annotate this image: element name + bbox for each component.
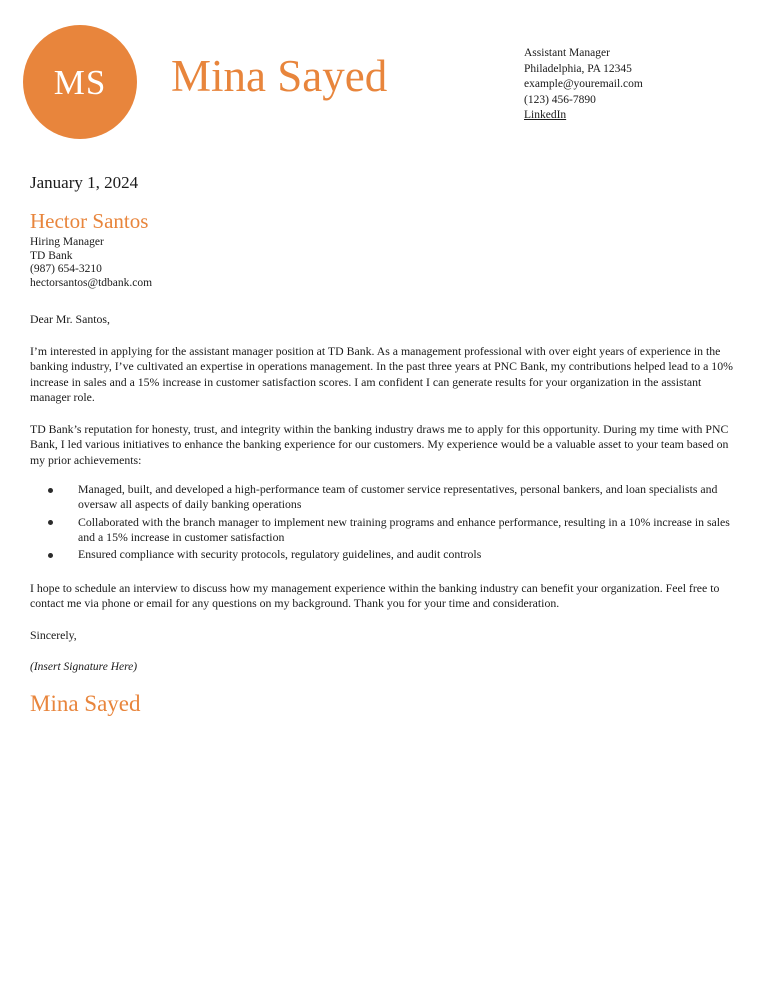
contact-location: Philadelphia, PA 12345 <box>524 62 632 75</box>
body-paragraph-1: I’m interested in applying for the assistant manager position at TD Bank. As a management professional with over eight years of experience in the banking industry, I’ve cultivated an expertise in operations management. In the past three years at PNC Bank, my contributions helped lead to a 10% increase in sales and a 15% increase in customer satisfaction scores. I am confident I can generate results for your organization in the assistant manager role. <box>30 344 733 404</box>
contact-email[interactable]: example@youremail.com <box>524 78 643 90</box>
contact-info-block <box>524 46 643 124</box>
list-item-text: Managed, built, and developed a high-performance team of customer service representatives, personal bankers, and loan specialists and oversaw all aspects of daily banking operations <box>78 482 718 512</box>
linkedin-link[interactable]: LinkedIn <box>524 109 567 121</box>
monogram-initials: MS <box>53 62 107 102</box>
letter-date: January 1, 2024 <box>30 173 139 192</box>
salutation: Dear Mr. Santos, <box>30 312 110 326</box>
monogram-avatar <box>23 25 137 139</box>
bullet-dot-icon <box>48 520 53 525</box>
list-item <box>30 515 738 546</box>
page-title-applicant-name: Mina Sayed <box>171 51 388 101</box>
body-paragraph-2: TD Bank’s reputation for honesty, trust, and integrity within the banking industry draws me to apply for this opportunity. During my time with PNC Bank, I led various initiatives to enhance the banking experience for our customers. My experience would be a valuable asset to your team based on my prior achievements: <box>30 422 729 467</box>
contact-phone: (123) 456-7890 <box>524 93 596 106</box>
list-item-text: Collaborated with the branch manager to implement new training programs and enhance performance, resulting in a 10% increase in sales and a 15% increase in customer satisfaction <box>78 514 730 544</box>
list-item <box>30 482 738 513</box>
contact-job-title: Assistant Manager <box>524 47 610 59</box>
list-item <box>30 547 738 562</box>
bullet-dot-icon <box>48 488 53 493</box>
signature-name: Mina Sayed <box>30 691 141 717</box>
achievements-list <box>30 482 738 562</box>
closing-salutation: Sincerely, <box>30 628 77 643</box>
recipient-company: TD Bank <box>30 249 73 262</box>
recipient-name: Hector Santos <box>30 209 149 233</box>
recipient-email[interactable]: hectorsantos@tdbank.com <box>30 276 153 289</box>
recipient-title: Hiring Manager <box>30 236 104 248</box>
body-paragraph-3: I hope to schedule an interview to discuss how my management experience within the banking industry can benefit your organization. Feel free to contact me via phone or email for any questions on my background. Thank you for your time and consideration. <box>30 580 720 610</box>
recipient-phone: (987) 654-3210 <box>30 263 102 275</box>
letter-body <box>30 172 738 718</box>
signature-placeholder: (Insert Signature Here) <box>30 661 138 674</box>
recipient-details <box>30 236 738 290</box>
bullet-dot-icon <box>48 553 53 558</box>
list-item-text: Ensured compliance with security protocols, regulatory guidelines, and audit controls <box>78 547 482 562</box>
letterhead-header <box>0 0 768 150</box>
